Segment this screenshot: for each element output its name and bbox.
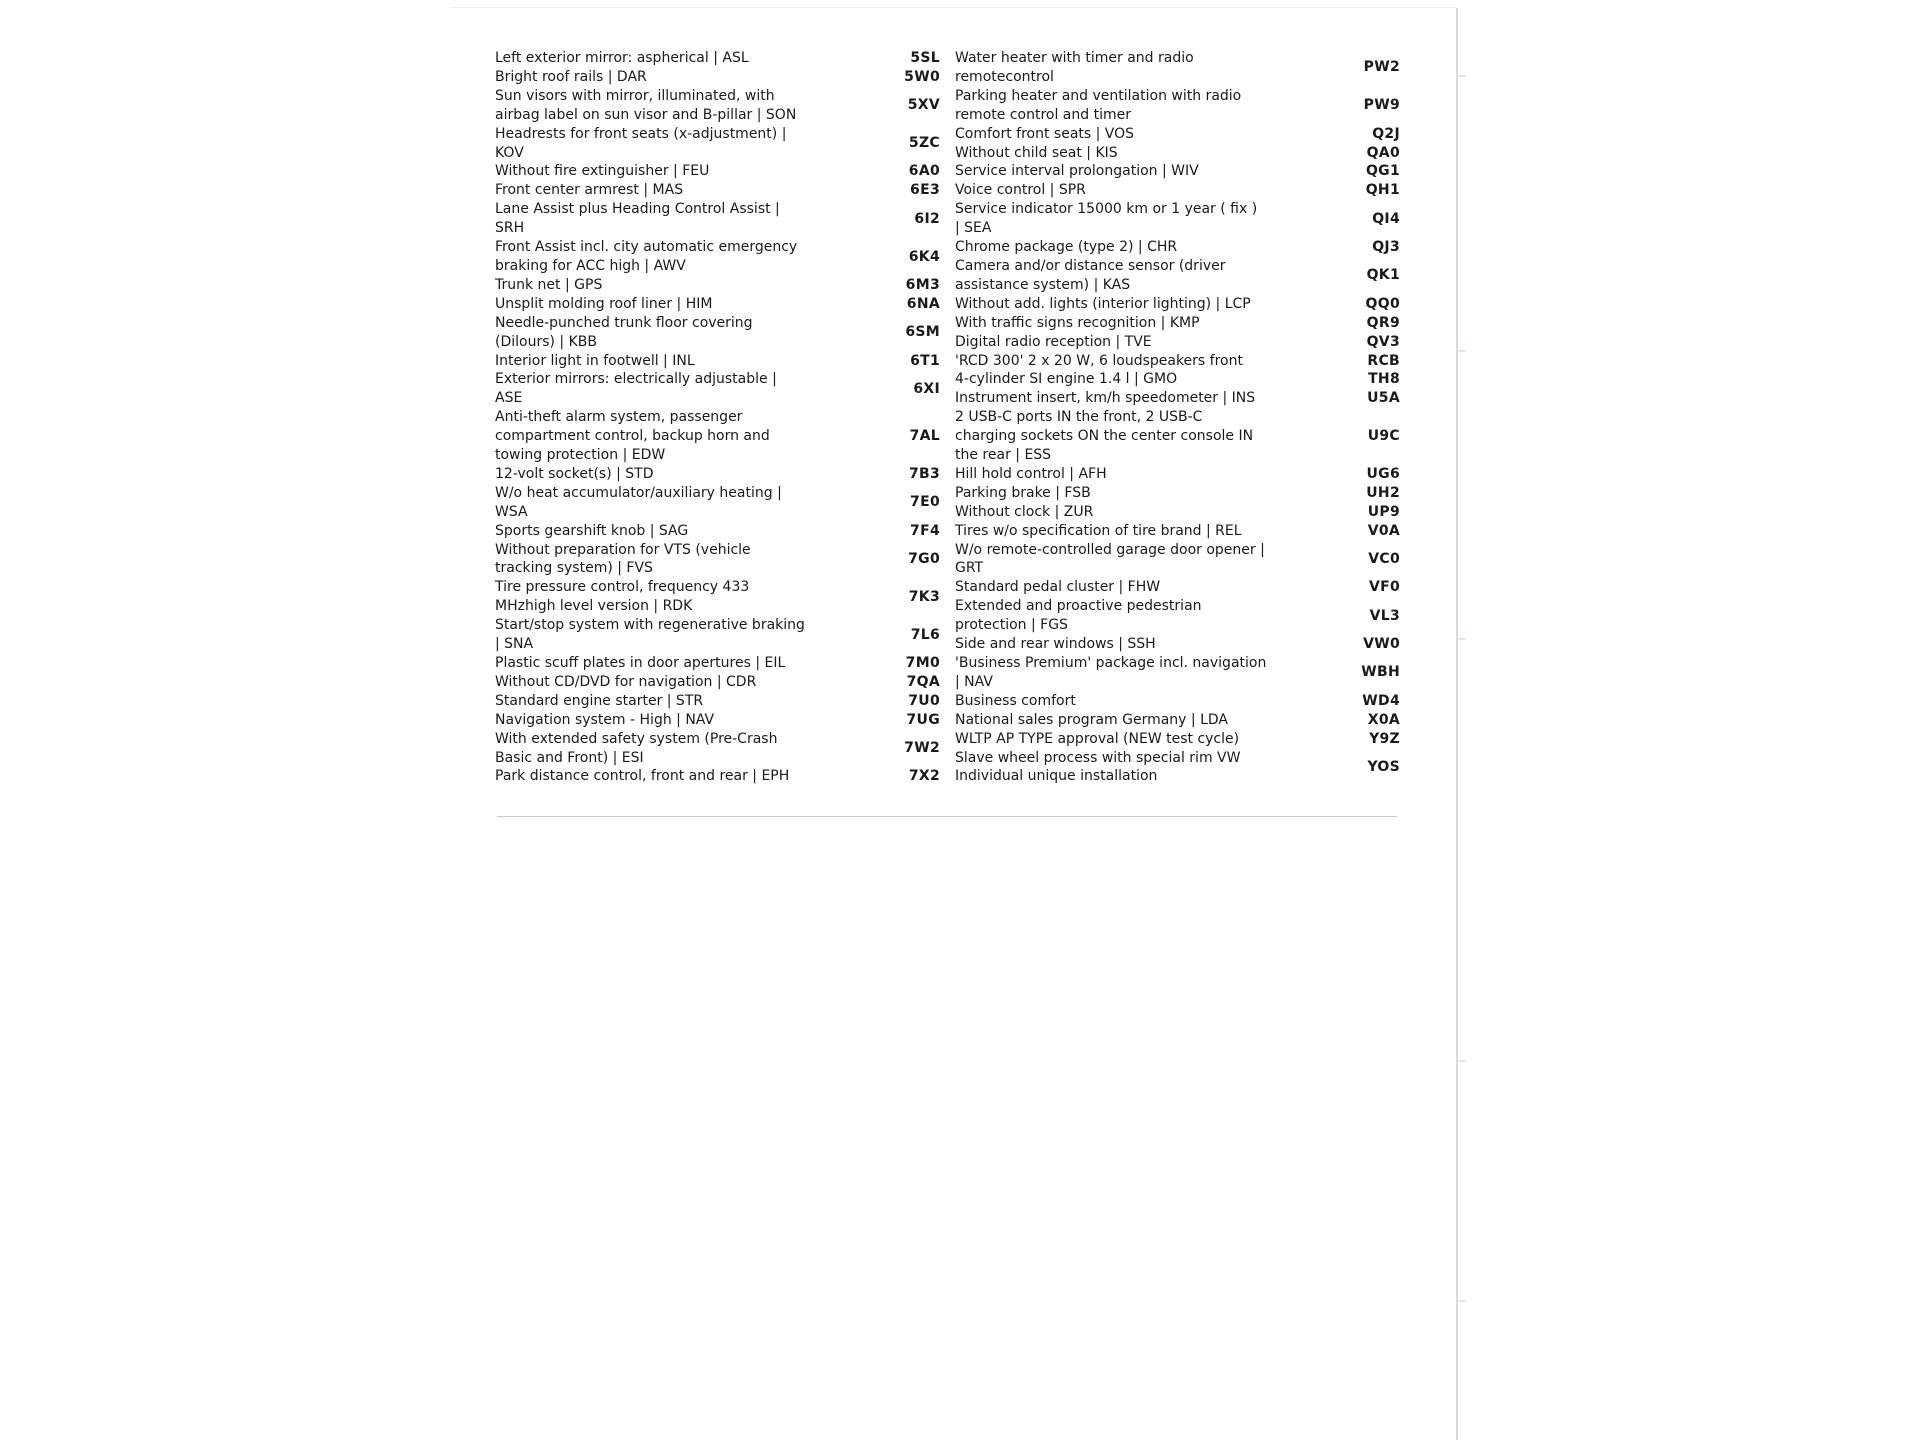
option-description: Camera and/or distance sensor (driver assistance system) | KAS — [955, 257, 1226, 293]
option-code: 6NA — [906, 295, 940, 312]
option-code: 7B3 — [908, 465, 940, 482]
option-entry — [495, 730, 940, 768]
option-description: Without preparation for VTS (vehicle tracking system) | FVS — [495, 541, 751, 577]
option-description: 'Business Premium' package incl. navigation | NAV — [955, 655, 1267, 690]
option-entry — [955, 484, 1400, 503]
option-code: 7G0 — [908, 551, 940, 568]
option-description: Side and rear windows | SSH — [955, 636, 1156, 653]
option-entry — [955, 692, 1400, 711]
option-entry — [955, 314, 1400, 333]
option-description: Sports gearshift knob | SAG — [495, 522, 689, 539]
option-description: With extended safety system (Pre-Crash Basic and Front) | ESI — [495, 730, 778, 766]
option-entry — [495, 49, 940, 68]
option-description: Business comfort — [955, 692, 1076, 709]
option-description: Slave wheel process with special rim VW Individual unique installation — [955, 749, 1241, 785]
option-entry — [495, 692, 940, 711]
option-entry — [495, 654, 940, 673]
option-code: VF0 — [1368, 579, 1400, 596]
option-entry — [495, 314, 940, 352]
option-entry — [495, 767, 940, 786]
option-description: WLTP AP TYPE approval (NEW test cycle) — [955, 730, 1240, 747]
option-code: UH2 — [1366, 484, 1400, 501]
option-entry — [495, 465, 940, 484]
option-code: VL3 — [1369, 607, 1400, 624]
option-code: 7AL — [909, 428, 940, 445]
option-code: Y9Z — [1369, 730, 1400, 747]
option-entry — [955, 635, 1400, 654]
option-code: QR9 — [1366, 314, 1400, 331]
option-description: Park distance control, front and rear | EPH — [495, 768, 790, 785]
option-entry — [495, 711, 940, 730]
option-entry — [495, 408, 940, 465]
option-entry — [495, 200, 940, 238]
option-code: TH8 — [1368, 371, 1400, 388]
option-code: 7F4 — [910, 522, 940, 539]
option-entry — [495, 276, 940, 295]
option-description: Needle-punched trunk floor covering (Dilours) | KBB — [495, 314, 753, 350]
option-entry — [495, 238, 940, 276]
scan-mark — [1458, 1300, 1466, 1302]
option-code: 6XI — [913, 380, 940, 397]
option-description: Without fire extinguisher | FEU — [495, 163, 710, 180]
option-description: 12-volt socket(s) | STD — [495, 465, 654, 482]
option-description: 2 USB-C ports IN the front, 2 USB-C charging sockets ON the center console IN the rear | ESS — [955, 409, 1254, 464]
option-description: Voice control | SPR — [955, 182, 1086, 199]
option-code: UP9 — [1367, 503, 1400, 520]
option-description: W/o remote-controlled garage door opener | GRT — [955, 541, 1265, 577]
option-code: 7W2 — [904, 740, 940, 757]
option-code: WD4 — [1362, 692, 1400, 709]
option-description: Left exterior mirror: aspherical | ASL — [495, 50, 749, 66]
option-code: QA0 — [1366, 144, 1400, 161]
option-description: Without add. lights (interior lighting) | LCP — [955, 295, 1251, 312]
option-description: Without child seat | KIS — [955, 144, 1118, 161]
option-description: Sun visors with mirror, illuminated, with airbag label on sun visor and B-pillar | SON — [495, 87, 797, 123]
option-description: Tire pressure control, frequency 433 MHzhigh level version | RDK — [495, 579, 750, 615]
option-code: 5XV — [907, 97, 940, 114]
scan-mark — [1458, 638, 1466, 640]
option-entry — [955, 711, 1400, 730]
option-description: Standard pedal cluster | FHW — [955, 579, 1161, 596]
option-code: PW9 — [1363, 97, 1400, 114]
option-description: Service interval prolongation | WIV — [955, 163, 1199, 180]
option-description: Plastic scuff plates in door apertures | EIL — [495, 655, 786, 671]
option-code: VW0 — [1363, 636, 1400, 653]
option-description: Parking brake | FSB — [955, 484, 1091, 501]
option-entry — [955, 408, 1400, 465]
options-right-column — [955, 49, 1400, 786]
option-description: Trunk net | GPS — [495, 276, 603, 293]
option-code: U5A — [1367, 390, 1400, 407]
option-code: 7E0 — [910, 494, 940, 511]
option-entry — [495, 87, 940, 125]
option-description: Comfort front seats | VOS — [955, 125, 1135, 142]
option-entry — [955, 333, 1400, 352]
option-code: 6I2 — [914, 210, 940, 227]
option-description: Without clock | ZUR — [955, 503, 1094, 520]
option-description: Service indicator 15000 km or 1 year ( fix ) | SEA — [955, 201, 1258, 237]
option-entry — [955, 162, 1400, 181]
option-entry — [955, 295, 1400, 314]
scan-mark — [1458, 75, 1466, 77]
option-code: 5SL — [910, 50, 940, 66]
option-entry — [495, 522, 940, 541]
option-description: Navigation system - High | NAV — [495, 711, 715, 728]
option-description: 4-cylinder SI engine 1.4 l | GMO — [955, 371, 1178, 388]
option-entry — [955, 352, 1400, 371]
paper-right-edge — [1456, 8, 1458, 1440]
option-description: Interior light in footwell | INL — [495, 352, 695, 369]
option-entry — [495, 673, 940, 692]
option-entry — [495, 295, 940, 314]
option-entry — [955, 654, 1400, 692]
option-description: Hill hold control | AFH — [955, 465, 1107, 482]
option-description: Water heater with timer and radio remotecontrol — [955, 50, 1194, 85]
option-code: QK1 — [1366, 267, 1400, 284]
bottom-divider — [497, 816, 1397, 817]
option-entry — [495, 541, 940, 579]
option-code: QQ0 — [1365, 295, 1400, 312]
option-code: 5W0 — [904, 68, 940, 85]
option-code: U9C — [1367, 428, 1400, 445]
option-entry — [955, 541, 1400, 579]
option-code: 6M3 — [905, 276, 940, 293]
option-description: Front Assist incl. city automatic emergency braking for ACC high | AWV — [495, 239, 798, 274]
option-entry — [955, 730, 1400, 749]
option-code: 7X2 — [908, 768, 940, 785]
option-description: Standard engine starter | STR — [495, 692, 704, 709]
option-description: Extended and proactive pedestrian protection | FGS — [955, 598, 1202, 634]
option-code: UG6 — [1366, 465, 1400, 482]
option-code: QI4 — [1372, 210, 1400, 227]
option-entry — [955, 597, 1400, 635]
option-code: WBH — [1361, 664, 1400, 681]
option-code: 7UG — [906, 711, 940, 728]
option-entry — [955, 125, 1400, 144]
scan-mark — [1458, 350, 1466, 352]
option-entry — [955, 49, 1400, 87]
option-code: PW2 — [1363, 59, 1400, 76]
option-entry — [495, 484, 940, 522]
option-entry — [495, 616, 940, 654]
option-code: 6T1 — [910, 352, 940, 369]
option-description: Bright roof rails | DAR — [495, 68, 647, 85]
option-description: Lane Assist plus Heading Control Assist | SRH — [495, 201, 780, 237]
option-description: W/o heat accumulator/auxiliary heating | WSA — [495, 484, 782, 520]
option-code: RCB — [1367, 352, 1400, 369]
option-description: Headrests for front seats (x-adjustment) | KOV — [495, 125, 787, 161]
option-code: 7M0 — [905, 655, 940, 671]
option-code: 7U0 — [908, 692, 940, 709]
option-code: 6A0 — [908, 163, 940, 180]
option-code: 7L6 — [910, 626, 940, 643]
option-entry — [955, 200, 1400, 238]
option-entry — [495, 352, 940, 371]
option-description: Chrome package (type 2) | CHR — [955, 239, 1178, 256]
option-description: Start/stop system with regenerative braking | SNA — [495, 617, 805, 653]
option-code: 7QA — [906, 673, 940, 690]
option-description: Anti-theft alarm system, passenger compartment control, backup horn and towing protection | EDW — [495, 409, 770, 464]
option-code: QG1 — [1365, 163, 1400, 180]
options-left-column — [495, 49, 940, 786]
option-code: QH1 — [1365, 182, 1400, 199]
option-entry — [955, 578, 1400, 597]
scan-mark — [1458, 1060, 1466, 1062]
option-entry — [495, 181, 940, 200]
option-description: Without CD/DVD for navigation | CDR — [495, 673, 757, 690]
option-entry — [955, 503, 1400, 522]
option-entry — [495, 125, 940, 163]
option-code: 5ZC — [908, 135, 940, 152]
option-code: 7K3 — [908, 588, 940, 605]
option-entry — [955, 370, 1400, 389]
option-entry — [495, 68, 940, 87]
option-description: Front center armrest | MAS — [495, 182, 684, 199]
option-entry — [955, 749, 1400, 787]
option-code: V0A — [1367, 522, 1400, 539]
option-entry — [955, 181, 1400, 200]
option-entry — [955, 465, 1400, 484]
option-entry — [495, 578, 940, 616]
option-code: X0A — [1367, 711, 1400, 728]
paper-top-edge — [450, 7, 1456, 8]
option-description: Exterior mirrors: electrically adjustable | ASE — [495, 371, 777, 407]
option-code: VC0 — [1368, 551, 1400, 568]
option-description: Digital radio reception | TVE — [955, 333, 1152, 350]
option-entry — [955, 238, 1400, 257]
option-description: Instrument insert, km/h speedometer | INS — [955, 390, 1256, 407]
option-code: 6SM — [905, 324, 940, 341]
option-code: QJ3 — [1372, 239, 1400, 256]
option-entry — [495, 370, 940, 408]
option-code: Q2J — [1372, 125, 1400, 142]
option-entry — [955, 522, 1400, 541]
option-code: 6K4 — [908, 248, 940, 265]
option-entry — [955, 257, 1400, 295]
option-description: National sales program Germany | LDA — [955, 711, 1228, 728]
option-description: Tires w/o specification of tire brand | REL — [955, 522, 1242, 539]
option-code: 6E3 — [910, 182, 940, 199]
option-description: 'RCD 300' 2 x 20 W, 6 loudspeakers front — [955, 352, 1243, 369]
option-code: YOS — [1367, 758, 1400, 775]
option-entry — [955, 144, 1400, 163]
option-description: With traffic signs recognition | KMP — [955, 314, 1200, 331]
option-entry — [495, 162, 940, 181]
option-entry — [955, 87, 1400, 125]
option-description: Unsplit molding roof liner | HIM — [495, 295, 713, 312]
option-entry — [955, 389, 1400, 408]
option-description: Parking heater and ventilation with radio remote control and timer — [955, 87, 1242, 123]
option-code: QV3 — [1366, 333, 1400, 350]
